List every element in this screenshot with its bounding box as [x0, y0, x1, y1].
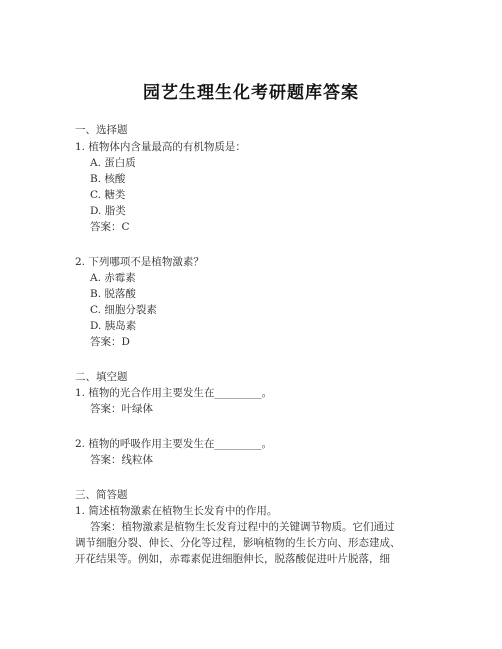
question-stem: 1. 植物体内含量最高的有机物质是： — [75, 141, 246, 153]
option-b: B. 核酸 — [90, 173, 126, 185]
question-stem: 2. 植物的呼吸作用主要发生在_________。 — [75, 438, 273, 450]
answer: 答案：叶绿体 — [90, 403, 153, 415]
option-a: A. 蛋白质 — [90, 157, 136, 169]
answer: 答案：线粒体 — [90, 454, 153, 466]
question-stem: 1. 植物的光合作用主要发生在_________。 — [75, 387, 273, 399]
answer-line: 开花结果等。例如，赤霉素促进细胞伸长，脱落酸促进叶片脱落，细 — [75, 553, 390, 565]
question-stem: 1. 简述植物激素在植物生长发育中的作用。 — [75, 505, 278, 517]
section-heading-choice: 一、选择题 — [75, 124, 128, 136]
option-c: C. 细胞分裂素 — [90, 304, 157, 316]
document-title: 园艺生理生化考研题库答案 — [143, 83, 359, 103]
option-a: A. 赤霉素 — [90, 272, 136, 284]
answer-line: 调节细胞分裂、伸长、分化等过程，影响植物的生长方向、形态建成、 — [75, 537, 401, 549]
answer: 答案：C — [90, 221, 130, 233]
section-heading-short-answer: 三、简答题 — [75, 489, 128, 501]
option-b: B. 脱落酸 — [90, 288, 136, 300]
question-stem: 2. 下列哪项不是植物激素？ — [75, 256, 204, 268]
answer-line: 答案：植物激素是植物生长发育过程中的关键调节物质。它们通过 — [90, 521, 395, 533]
section-heading-fill: 二、填空题 — [75, 371, 128, 383]
option-d: D. 脂类 — [90, 205, 126, 217]
option-c: C. 糖类 — [90, 189, 126, 201]
option-d: D. 胰岛素 — [90, 320, 137, 332]
answer: 答案：D — [90, 336, 130, 348]
